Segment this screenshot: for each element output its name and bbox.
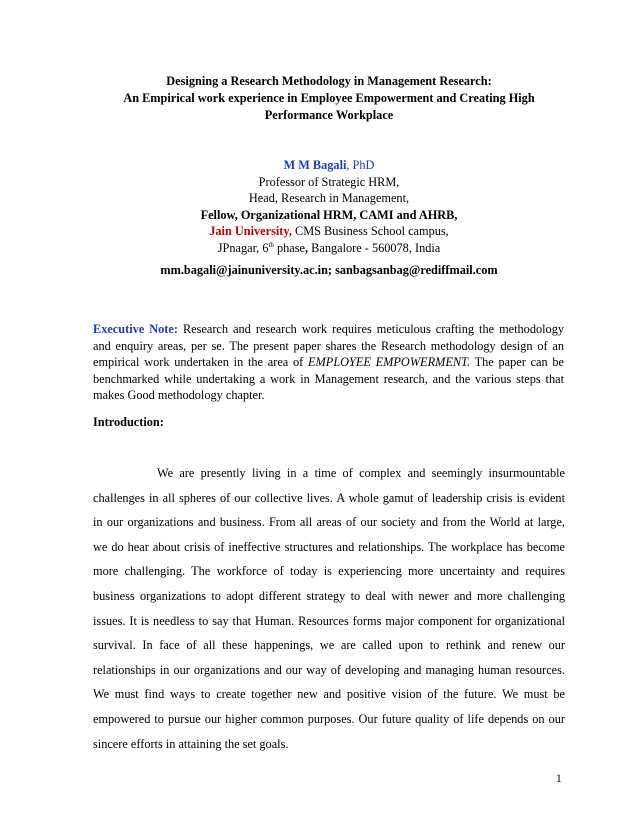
- title-line-3: Performance Workplace: [264, 108, 394, 122]
- author-address: JPnagar, 6th phase, Bangalore - 560078, India: [217, 240, 441, 255]
- campus-name: CMS Business School campus,: [291, 224, 449, 239]
- author-block: [92, 157, 566, 257]
- title-line-1: Designing a Research Methodology in Management Research:: [166, 74, 492, 88]
- exec-line-3: empirical work undertaken in the area of EMPLOYEE EMPOWERMENT. The paper can be: [93, 355, 565, 369]
- paper-title: [92, 73, 566, 124]
- paragraph-line: challenges in all spheres of our collective lives. A whole gamut of leadership crisis is evident: [93, 490, 565, 505]
- paragraph-line: issues. It is needless to say that Human. Resources forms major component for organizational: [93, 613, 565, 628]
- title-line-2: An Empirical work experience in Employee Empowerment and Creating High: [123, 91, 535, 105]
- paragraph-line: more challenging. The workforce of today is experiencing more uncertainty and requires: [93, 564, 565, 579]
- exec-line-1: Executive Note: Research and research work requires meticulous crafting the methodology: [93, 322, 564, 336]
- paragraph-line: We must find ways to create together new and positive vision of the future. We must be: [93, 687, 565, 702]
- executive-note-label: Executive Note:: [93, 322, 178, 336]
- author-name: M M Bagali: [283, 158, 347, 172]
- paragraph-line: business organizations to adopt different strategy to deal with newer and more challenging: [93, 588, 565, 603]
- introduction-paragraph: [93, 465, 565, 760]
- exec-line-4: benchmarked while undertaking a work in Management research, and the various steps that: [93, 371, 564, 386]
- executive-note: [93, 321, 564, 404]
- paragraph-line: in our organizations and business. From all areas of our society and from the World at large,: [93, 515, 565, 530]
- university-name: Jain University,: [209, 224, 292, 239]
- author-affiliation: [92, 223, 566, 240]
- paragraph-line: survival. In face of all these happenings, we are called upon to rethink and renew our: [93, 638, 565, 653]
- author-fellowship: Fellow, Organizational HRM, CAMI and AHRB,: [200, 207, 458, 222]
- page-number: 1: [556, 773, 562, 785]
- paragraph-line: we do hear about crisis of ineffective structures and relationships. The workplace has become: [93, 539, 565, 554]
- paragraph-line: relationships in our organizations and our way of developing and managing human resources.: [93, 662, 565, 677]
- author-name-line: [92, 157, 566, 174]
- author-position-1: Professor of Strategic HRM,: [258, 174, 400, 189]
- exec-line-2: and enquiry areas, per se. The present paper shares the Research methodology design of an: [93, 338, 564, 353]
- author-emails: mm.bagali@jainuniversity.ac.in; sanbagsanbag@rediffmail.com: [160, 263, 498, 277]
- paragraph-line: empowered to pursue our higher common purposes. Our future quality of life depends on our: [93, 711, 565, 726]
- author-degree: , PhD: [346, 158, 375, 172]
- introduction-heading: Introduction:: [93, 415, 164, 429]
- exec-line-5: makes Good methodology chapter.: [93, 388, 265, 402]
- paragraph-line: We are presently living in a time of complex and seemingly insurmountable: [157, 466, 565, 480]
- author-position-2: Head, Research in Management,: [248, 191, 410, 206]
- paragraph-line: sincere efforts in attaining the set goals.: [93, 736, 289, 751]
